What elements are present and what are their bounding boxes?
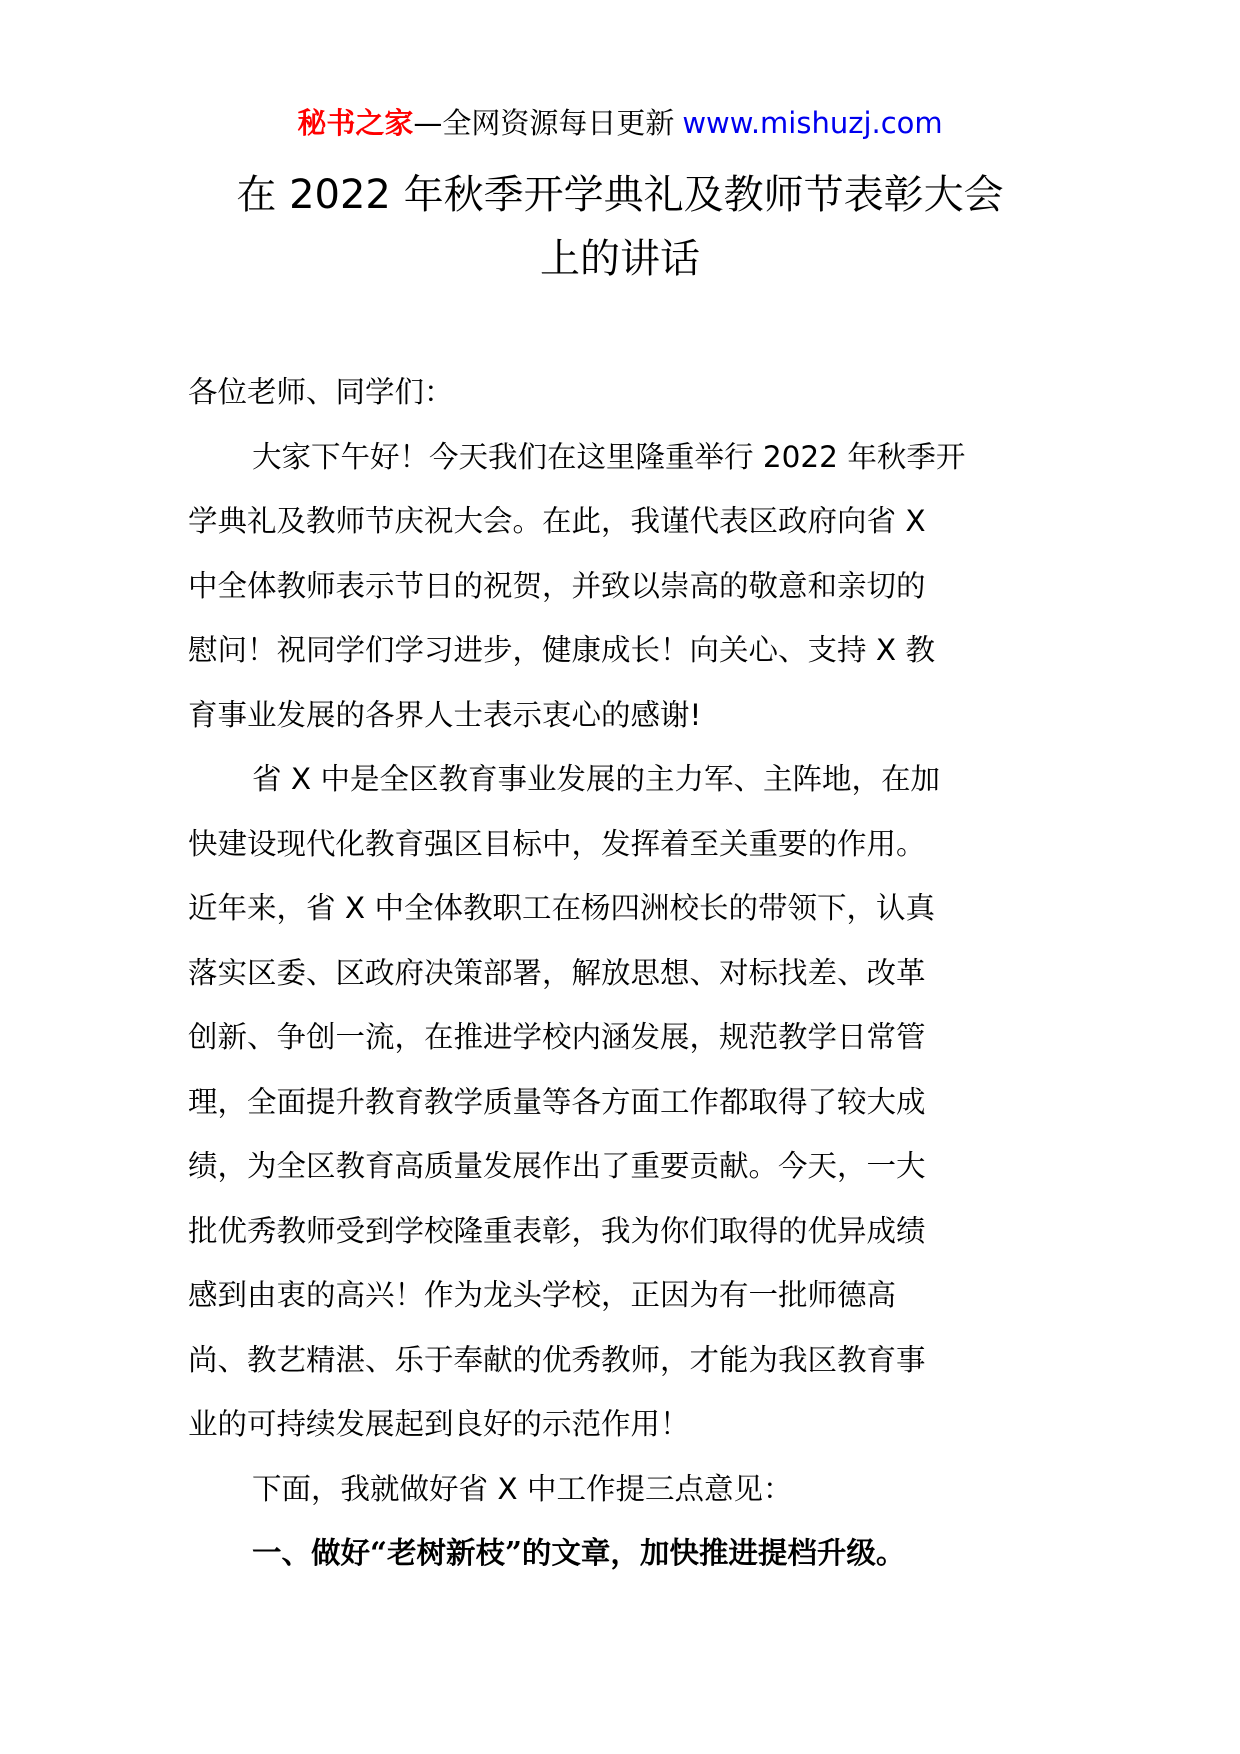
banner-url-link[interactable]: www.mishuzj.com xyxy=(682,106,943,140)
paragraph-line: 批优秀教师受到学校隆重表彰，我为你们取得的优异成绩 xyxy=(188,1213,926,1248)
paragraph-line: 感到由衷的高兴！作为龙头学校，正因为有一批师德高 xyxy=(188,1278,897,1312)
paragraph-2 xyxy=(188,747,1058,1457)
paragraph-line: 理，全面提升教育教学质量等各方面工作都取得了较大成 xyxy=(188,1084,926,1119)
paragraph-line: 学典礼及教师节庆祝大会。在此，我谨代表区政府向省 X xyxy=(188,504,926,538)
title-line: 在 2022 年秋季开学典礼及教师节表彰大会 xyxy=(236,172,1004,218)
paragraph-line: 省 X 中是全区教育事业发展的主力军、主阵地，在加 xyxy=(252,762,940,796)
paragraph-line: 业的可持续发展起到良好的示范作用！ xyxy=(188,1407,690,1441)
banner-brand: 秘书之家 xyxy=(297,106,414,140)
paragraph-line: 中全体教师表示节日的祝贺，并致以崇高的敬意和亲切的 xyxy=(188,568,926,603)
paragraph-line: 大家下午好！今天我们在这里隆重举行 2022 年秋季开 xyxy=(252,439,966,474)
paragraph-line: 尚、教艺精湛、乐于奉献的优秀教师，才能为我区教育事 xyxy=(188,1342,926,1377)
site-banner xyxy=(0,103,1240,143)
paragraph-line: 创新、争创一流，在推进学校内涵发展，规范教学日常管 xyxy=(188,1020,926,1054)
paragraph-line: 落实区委、区政府决策部署，解放思想、对标找差、改革 xyxy=(188,955,926,990)
paragraph-1 xyxy=(188,425,1058,748)
paragraph-line: 快建设现代化教育强区目标中，发挥着至关重要的作用。 xyxy=(188,826,926,861)
document-body xyxy=(188,360,1058,1586)
paragraph-3: 下面，我就做好省 X 中工作提三点意见： xyxy=(252,1471,793,1506)
salutation: 各位老师、同学们： xyxy=(188,375,454,409)
section-heading-1: 一、做好“老树新枝”的文章，加快推进提档升级。 xyxy=(252,1535,906,1570)
title-line: 上的讲话 xyxy=(540,236,700,282)
paragraph-line: 育事业发展的各界人士表示衷心的感谢! xyxy=(188,697,702,732)
banner-tagline: —全网资源每日更新 xyxy=(413,106,675,140)
paragraph-line: 慰问！祝同学们学习进步，健康成长！向关心、支持 X 教 xyxy=(188,633,935,667)
paragraph-line: 绩，为全区教育高质量发展作出了重要贡献。今天，一大 xyxy=(188,1149,926,1183)
paragraph-line: 近年来，省 X 中全体教职工在杨四洲校长的带领下，认真 xyxy=(188,891,935,925)
document-title xyxy=(0,163,1240,291)
